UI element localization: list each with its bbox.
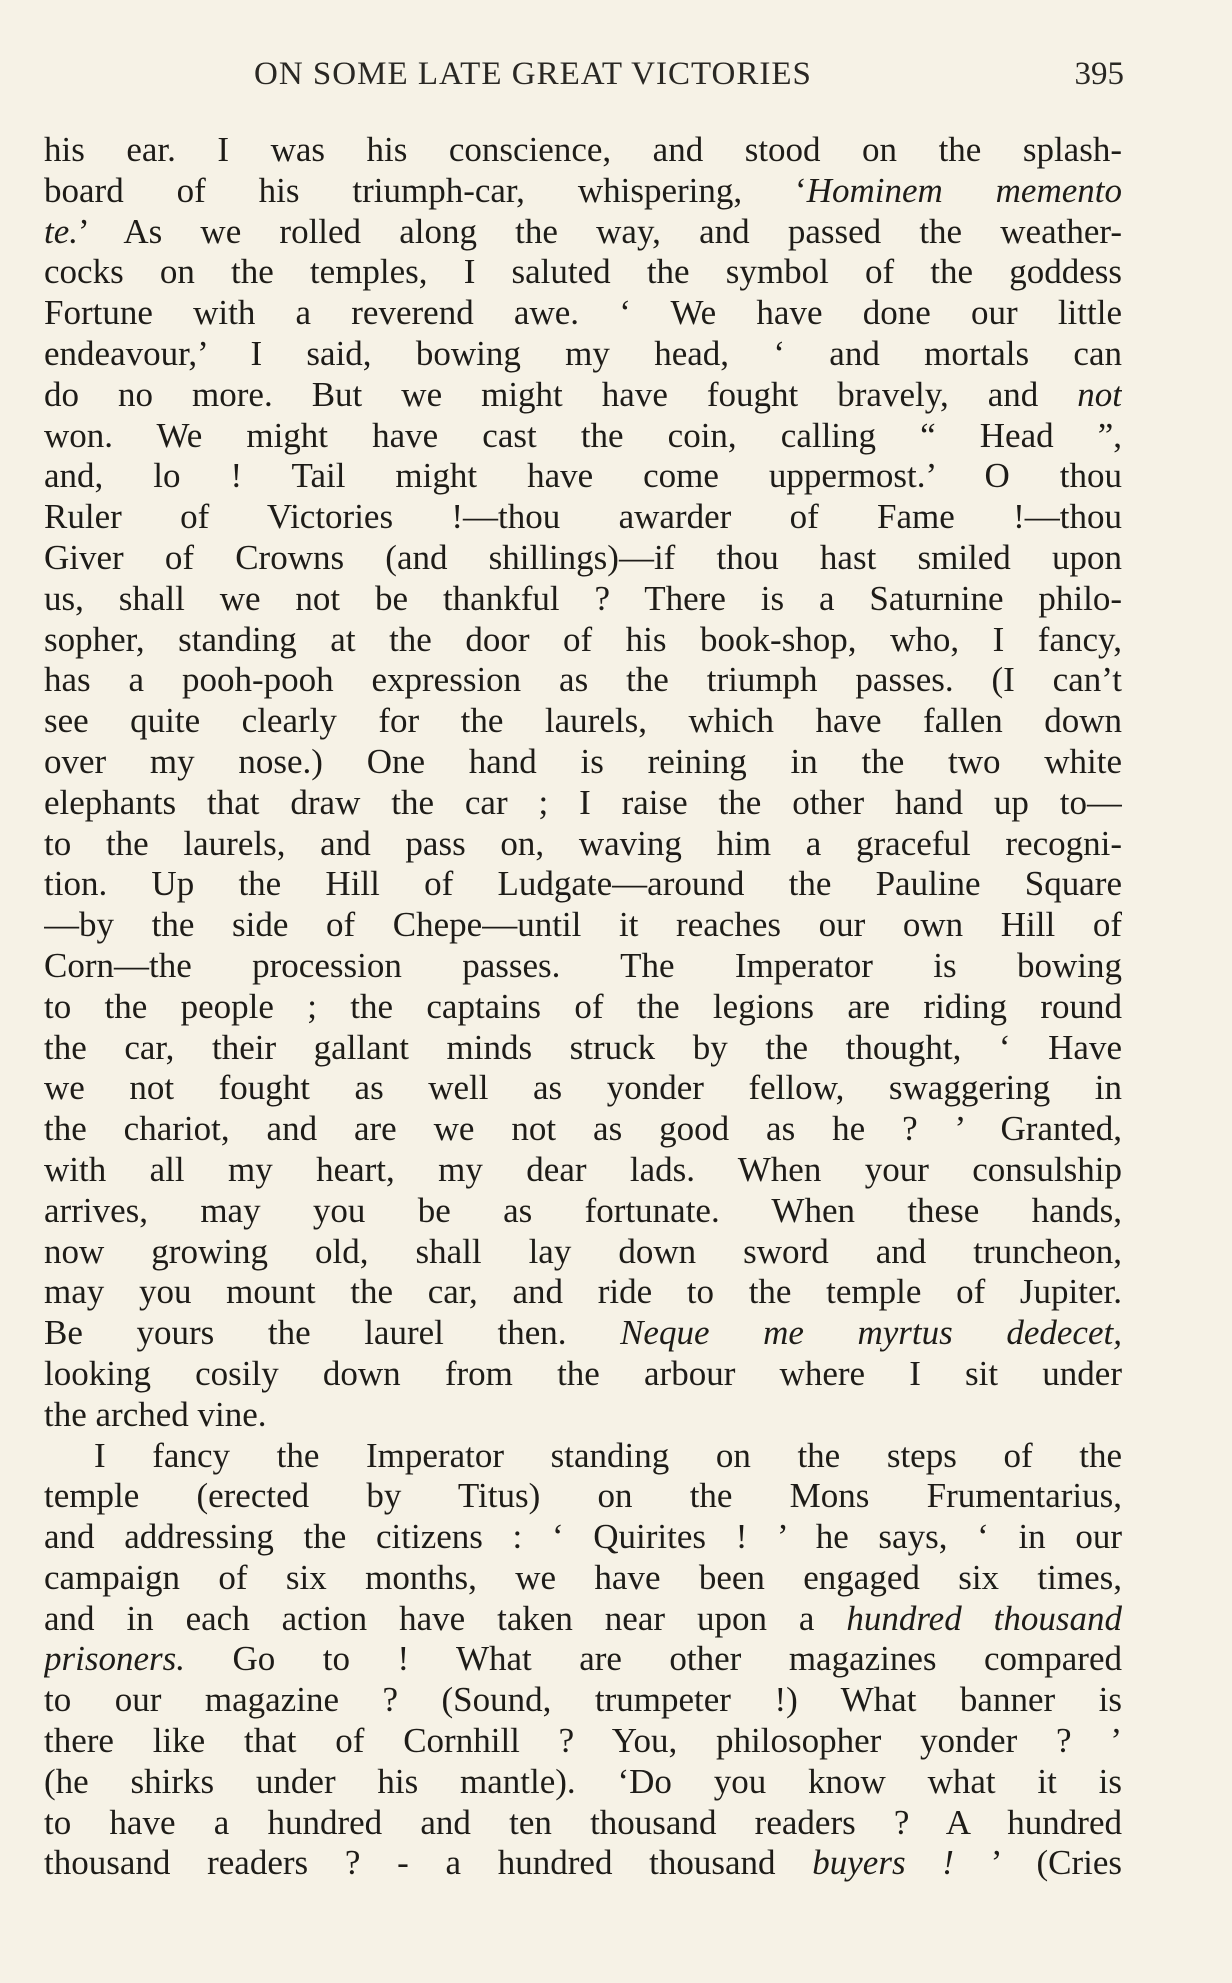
text-line <box>44 293 1122 334</box>
text-segment: looking cosily down from the arbour where I sit under <box>44 1353 1122 1393</box>
page-header <box>44 48 1122 108</box>
text-segment: and addressing the citizens : ‘ Quirites ! ’ he says, ‘ in our <box>44 1517 1122 1557</box>
text-segment: —by the side of Chepe—until it reaches our own Hill of <box>44 905 1122 945</box>
text-line <box>44 538 1122 579</box>
text-segment: we not fought as well as yonder fellow, swaggering in <box>44 1068 1122 1108</box>
italic-text: Neque me myrtus dedecet, <box>620 1313 1122 1353</box>
text-line <box>44 946 1122 987</box>
text-line <box>44 1476 1122 1517</box>
text-line <box>44 497 1122 538</box>
text-segment: now growing old, shall lay down sword and truncheon, <box>44 1231 1122 1271</box>
italic-text: not <box>1077 374 1122 414</box>
text-line <box>44 171 1122 212</box>
text-segment: ’ As we rolled along the way, and passed the weather- <box>78 211 1122 251</box>
text-segment: Go to ! What are other magazines compared <box>185 1639 1122 1679</box>
text-segment: campaign of six months, we have been engaged six times, <box>44 1557 1122 1597</box>
text-segment: elephants that draw the car ; I raise the other hand up to— <box>44 782 1122 822</box>
text-segment: over my nose.) One hand is reining in the two white <box>44 741 1122 781</box>
text-segment: Be yours the laurel then. <box>44 1313 621 1353</box>
text-line <box>44 1313 1122 1354</box>
text-line <box>44 1068 1122 1109</box>
text-line <box>44 456 1122 497</box>
text-line <box>44 416 1122 457</box>
text-segment: arrives, may you be as fortunate. When these hands, <box>44 1190 1122 1230</box>
text-segment: Corn—the procession passes. The Imperator is bowing <box>44 945 1122 985</box>
text-line <box>44 1028 1122 1069</box>
text-line <box>44 1354 1122 1395</box>
text-segment: to our magazine ? (Sound, trumpeter !) What banner is <box>44 1680 1122 1720</box>
text-segment: and in each action have taken near upon a <box>44 1598 847 1638</box>
text-line <box>44 375 1122 416</box>
text-segment: Ruler of Victories !—thou awarder of Fame !—thou <box>44 497 1122 537</box>
text-line <box>44 1843 1122 1884</box>
text-segment: with all my heart, my dear lads. When your consulship <box>44 1149 1122 1189</box>
text-segment: tion. Up the Hill of Ludgate—around the Pauline Square <box>44 864 1122 904</box>
text-segment: has a pooh-pooh expression as the triumph passes. (I can’t <box>44 660 1122 700</box>
running-title: ON SOME LATE GREAT VICTORIES <box>254 56 812 92</box>
text-segment: board of his triumph-car, whispering, ‘ <box>44 170 807 210</box>
text-segment: sopher, standing at the door of his book-shop, who, I fancy, <box>44 619 1122 659</box>
text-segment: won. We might have cast the coin, calling “ Head ”, <box>44 415 1122 455</box>
text-line <box>44 1109 1122 1150</box>
text-line <box>44 1436 1122 1477</box>
text-line <box>44 212 1122 253</box>
text-line <box>44 660 1122 701</box>
text-line <box>44 579 1122 620</box>
text-line <box>44 824 1122 865</box>
text-segment: endeavour,’ I said, bowing my head, ‘ and mortals can <box>44 333 1122 373</box>
text-segment: his ear. I was his conscience, and stood on the splash- <box>44 130 1122 169</box>
text-segment: temple (erected by Titus) on the Mons Frumentarius, <box>44 1476 1122 1516</box>
text-line <box>44 783 1122 824</box>
italic-text: Hominem memento <box>806 170 1122 210</box>
text-segment: the arched vine. <box>44 1394 267 1434</box>
text-segment: may you mount the car, and ride to the temple of Jupiter. <box>44 1272 1122 1312</box>
text-segment: to the laurels, and pass on, waving him a graceful recogni- <box>44 823 1122 863</box>
text-segment: there like that of Cornhill ? You, philosopher yonder ? ’ <box>44 1721 1122 1761</box>
text-line <box>44 1721 1122 1762</box>
text-line <box>44 334 1122 375</box>
text-line <box>44 620 1122 661</box>
text-segment: the car, their gallant minds struck by the thought, ‘ Have <box>44 1027 1122 1067</box>
text-line <box>44 1680 1122 1721</box>
body-text <box>44 130 1122 1884</box>
italic-text: prisoners. <box>44 1639 185 1679</box>
italic-text: buyers ! <box>812 1843 954 1883</box>
text-segment: do no more. But we might have fought bravely, and <box>44 374 1078 414</box>
text-segment: ’ (Cries <box>953 1843 1122 1883</box>
text-segment: cocks on the temples, I saluted the symbol of the goddess <box>44 252 1122 292</box>
text-line <box>44 1762 1122 1803</box>
text-segment: Fortune with a reverend awe. ‘ We have done our little <box>44 293 1122 333</box>
text-line <box>44 1191 1122 1232</box>
text-line <box>44 1272 1122 1313</box>
text-segment: the chariot, and are we not as good as he ? ’ Granted, <box>44 1109 1122 1149</box>
text-line <box>44 1558 1122 1599</box>
italic-text: te. <box>44 211 79 251</box>
text-line <box>44 130 1122 171</box>
text-segment: to have a hundred and ten thousand readers ? A hundred <box>44 1802 1122 1842</box>
text-line <box>44 742 1122 783</box>
text-segment: and, lo ! Tail might have come uppermost.’ O thou <box>44 456 1122 496</box>
text-line <box>44 905 1122 946</box>
text-line <box>44 1803 1122 1844</box>
text-segment: Giver of Crowns (and shillings)—if thou hast smiled upon <box>44 537 1122 577</box>
text-segment: to the people ; the captains of the legions are riding round <box>44 986 1122 1026</box>
text-line <box>44 864 1122 905</box>
text-line <box>44 1639 1122 1680</box>
text-line <box>44 1232 1122 1273</box>
text-line <box>44 1150 1122 1191</box>
text-segment: see quite clearly for the laurels, which have fallen down <box>44 701 1122 741</box>
text-line <box>44 701 1122 742</box>
text-segment: (he shirks under his mantle). ‘Do you know what it is <box>44 1761 1122 1801</box>
text-line <box>44 1599 1122 1640</box>
text-line <box>44 252 1122 293</box>
text-segment: I fancy the Imperator standing on the steps of the <box>94 1435 1122 1475</box>
text-segment: us, shall we not be thankful ? There is a Saturnine philo- <box>44 578 1122 618</box>
text-line <box>44 1517 1122 1558</box>
text-line <box>44 1395 1122 1436</box>
page-number: 395 <box>1074 56 1124 92</box>
italic-text: hundred thousand <box>846 1598 1122 1638</box>
text-line <box>44 987 1122 1028</box>
text-segment: thousand readers ? - a hundred thousand <box>44 1843 813 1883</box>
